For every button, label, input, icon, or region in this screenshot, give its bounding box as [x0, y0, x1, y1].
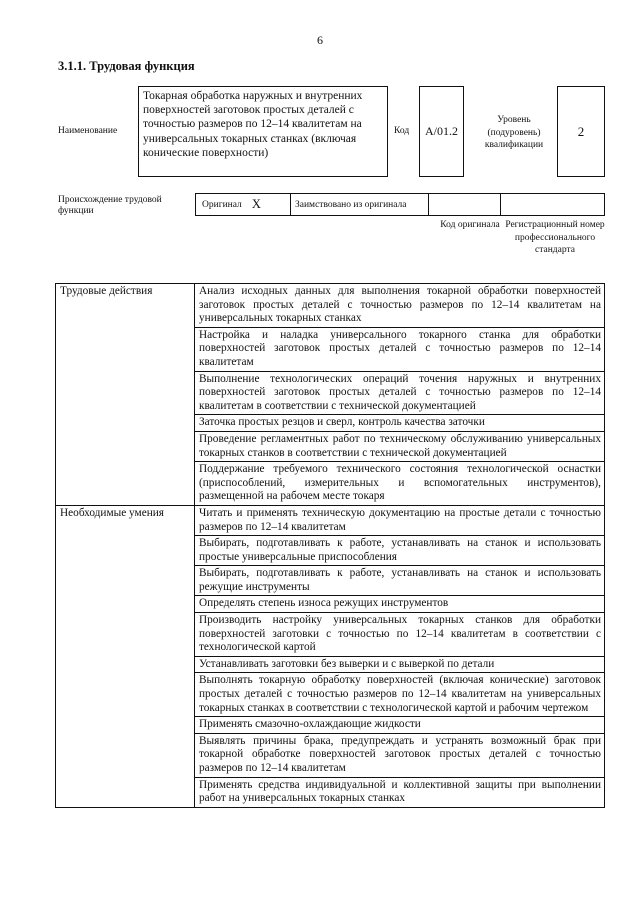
section-title: 3.1.1. Трудовая функция — [58, 59, 195, 73]
list-item: Проведение регламентных работ по техническому обслуживанию универсальных токарных станков в соответствии с технической документацией — [195, 431, 605, 461]
list-item: Выполнять токарную обработку поверхностей (включая конические) заготовок простых деталей с точностью размеров по 12–14 квалитетам на универсальных токарных станках в соответствии с технологической картой и рабочим чертежом — [195, 673, 605, 717]
original-mark: X — [251, 197, 261, 211]
section-heading: Трудовые действия — [56, 284, 195, 506]
origin-code-cell — [429, 194, 501, 215]
list-item: Поддержание требуемого технического состояния технологической оснастки (приспособлений, измерительных и вспомогательных инструментов), размещенной на рабочем месте токаря — [195, 462, 605, 506]
function-table-body — [56, 284, 605, 808]
origin-label: Происхождение трудовой функции — [58, 195, 162, 216]
list-item: Применять смазочно-охлаждающие жидкости — [195, 717, 605, 734]
list-item: Выполнение технологических операций точения наружных и внутренних поверхностей заготовок простых деталей с точностью размеров по 12–14 квалитетам в соответствии с технической документацией — [195, 371, 605, 415]
origin-row — [195, 193, 605, 216]
list-item: Применять средства индивидуальной и коллективной защиты при выполнении работ на универсальных токарных станках — [195, 777, 605, 807]
borrowed-label: Заимствовано из оригинала — [295, 199, 407, 210]
name-label: Наименование — [58, 126, 118, 136]
code-label: Код — [394, 126, 410, 136]
original-label: Оригинал — [202, 199, 242, 210]
list-item: Анализ исходных данных для выполнения токарной обработки поверхностей заготовок простых деталей с точностью размеров по 12–14 квалитетам на универсальных токарных станках — [195, 284, 605, 328]
list-item: Производить настройку универсальных токарных станков для обработки поверхностей заготовки с точностью по 12–14 квалитетам в соответствии с технологической картой — [195, 613, 605, 657]
original-cell — [196, 194, 291, 215]
table-row — [56, 505, 605, 535]
code-value: А/01.2 — [419, 86, 464, 177]
list-item: Читать и применять техническую документацию на простые детали с точностью размеров по 12–14 квалитетам — [195, 505, 605, 535]
list-item: Настройка и наладка универсального токарного станка для обработки поверхностей заготовок простых деталей с точностью размеров по 12–14 квалитетам — [195, 327, 605, 371]
level-value: 2 — [557, 86, 605, 177]
table-row — [56, 284, 605, 328]
list-item: Заточка простых резцов и сверл, контроль качества заточки — [195, 415, 605, 432]
reg-number-cell — [501, 194, 604, 215]
function-table — [55, 283, 605, 808]
list-item: Выбирать, подготавливать к работе, устанавливать на станок и использовать простые универсальные приспособления — [195, 536, 605, 566]
level-label: Уровень (подуровень) квалификации — [484, 115, 544, 150]
reg-number-caption: Регистрационный номер профессионального стандарта — [505, 220, 605, 255]
section-heading: Необходимые умения — [56, 505, 195, 807]
list-item: Выбирать, подготавливать к работе, устанавливать на станок и использовать режущие инструменты — [195, 566, 605, 596]
list-item: Устанавливать заготовки без выверки и с выверкой по детали — [195, 656, 605, 673]
borrowed-cell — [291, 194, 429, 215]
list-item: Выявлять причины брака, предупреждать и устранять возможный брак при токарной обработке поверхностей заготовок простых деталей с точностью размеров по 12–14 квалитетам — [195, 733, 605, 777]
list-item: Определять степень износа режущих инструментов — [195, 596, 605, 613]
origin-code-caption: Код оригинала — [440, 220, 500, 230]
function-name: Токарная обработка наружных и внутренних поверхностей заготовок простых деталей с точностью размеров по 12–14 квалитетам на универсальных токарных станках (включая конические поверхности) — [138, 86, 388, 177]
page-number: 6 — [317, 33, 323, 47]
